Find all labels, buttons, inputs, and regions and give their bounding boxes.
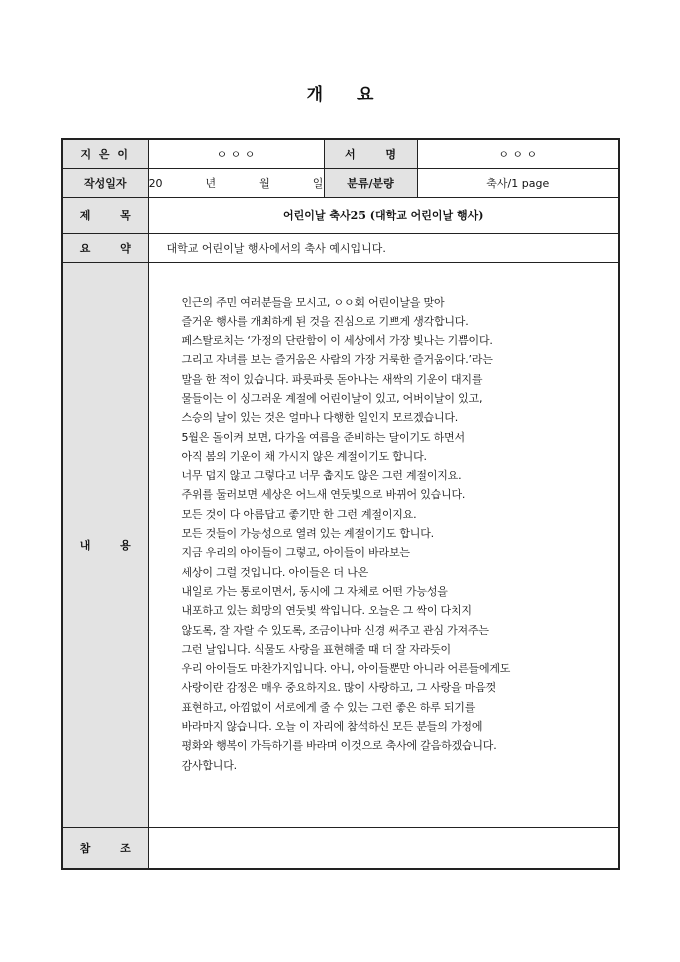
content-line: 즐거운 행사를 개최하게 된 것을 진심으로 기쁘게 생각합니다. [181,314,469,328]
summary-value: 대학교 어린이날 행사에서의 축사 예시입니다. [148,233,619,262]
date-row [62,168,619,197]
date-value: 20 년 월 일 [148,168,324,197]
author-label: 지 은 이 [62,139,148,168]
author-value: ㅇ ㅇ ㅇ [148,139,324,168]
content-line: 페스탈로치는 ‘가정의 단란함이 이 세상에서 가장 빛나는 기쁨이다. [181,334,493,348]
content-line: 5월은 돌이켜 보면, 다가올 여름을 준비하는 달이기도 하면서 [181,430,465,444]
content-line: 말을 한 적이 있습니다. 파릇파릇 돋아나는 새싹의 기운이 대지를 [181,372,483,386]
category-label: 분류/분량 [324,168,417,197]
content-line: 내일로 가는 통로이면서, 동시에 그 자체로 어떤 가능성을 [181,584,448,598]
content-line: 바라마지 않습니다. 오늘 이 자리에 참석하신 모든 분들의 가정에 [181,720,483,734]
content-line: 물들이는 이 싱그러운 계절에 어린이날이 있고, 어버이날이 있고, [181,391,483,405]
content-line: 그리고 자녀를 보는 즐거움은 사람의 가장 거룩한 즐거움이다.’라는 [181,353,493,367]
content-line: 인근의 주민 여러분들을 모시고, ㅇㅇ회 어린이날을 맞아 [181,295,445,309]
content-line: 너무 덥지 않고 그렇다고 너무 춥지도 않은 그런 계절이지요. [181,469,462,483]
content-label: 내 용 [62,262,148,827]
reference-label: 참 조 [62,827,148,869]
signature-value: ㅇ ㅇ ㅇ [417,139,619,168]
content-line: 아직 봄의 기운이 채 가시지 않은 계절이기도 합니다. [181,449,427,463]
title-part-2: 요 [357,85,374,105]
content-line: 우리 아이들도 마찬가지입니다. 아니, 아이들뿐만 아니라 어른들에게도 [181,662,511,676]
title-part-1: 개 [306,85,323,105]
document-title [0,80,680,105]
content-line: 지금 우리의 아이들이 그렇고, 아이들이 바라보는 [181,546,410,560]
content-line: 스승의 날이 있는 것은 얼마나 다행한 일인지 모르겠습니다. [181,411,459,425]
content-line: 주위를 둘러보면 세상은 어느새 연둣빛으로 바뀌어 있습니다. [181,488,466,502]
subject-label: 제 목 [62,197,148,233]
content-body [182,293,619,775]
summary-row [62,233,619,262]
content-line: 표현하고, 아낌없이 서로에게 줄 수 있는 그런 좋은 하루 되기를 [181,700,476,714]
content-line: 모든 것이 다 아름답고 좋기만 한 그런 계절이지요. [181,507,417,521]
content-line: 사랑이란 감정은 매우 중요하지요. 많이 사랑하고, 그 사랑을 마음껏 [181,681,496,695]
content-line: 않도록, 잘 자랄 수 있도록, 조금이나마 신경 써주고 관심 가져주는 [181,623,489,637]
subject-value: 어린이날 축사25 (대학교 어린이날 행사) [148,197,619,233]
category-value: 축사/1 page [417,168,619,197]
author-row [62,139,619,168]
content-line: 감사합니다. [181,758,237,772]
content-cell [148,262,619,827]
signature-label: 서 명 [324,139,417,168]
summary-label: 요 약 [62,233,148,262]
content-line: 평화와 행복이 가득하기를 바라며 이것으로 축사에 갈음하겠습니다. [181,739,497,753]
subject-row [62,197,619,233]
content-line: 그런 날입니다. 식물도 사랑을 표현해줄 때 더 잘 자라듯이 [181,642,451,656]
reference-row [62,827,619,869]
content-line: 모든 것들이 가능성으로 열려 있는 계절이기도 합니다. [181,527,434,541]
content-line: 내포하고 있는 희망의 연둣빛 싹입니다. 오늘은 그 싹이 다치지 [181,604,472,618]
reference-value [148,827,619,869]
content-row [62,262,619,827]
date-label: 작성일자 [62,168,148,197]
content-line: 세상이 그럴 것입니다. 아이들은 더 나은 [181,565,369,579]
overview-form [61,138,620,870]
